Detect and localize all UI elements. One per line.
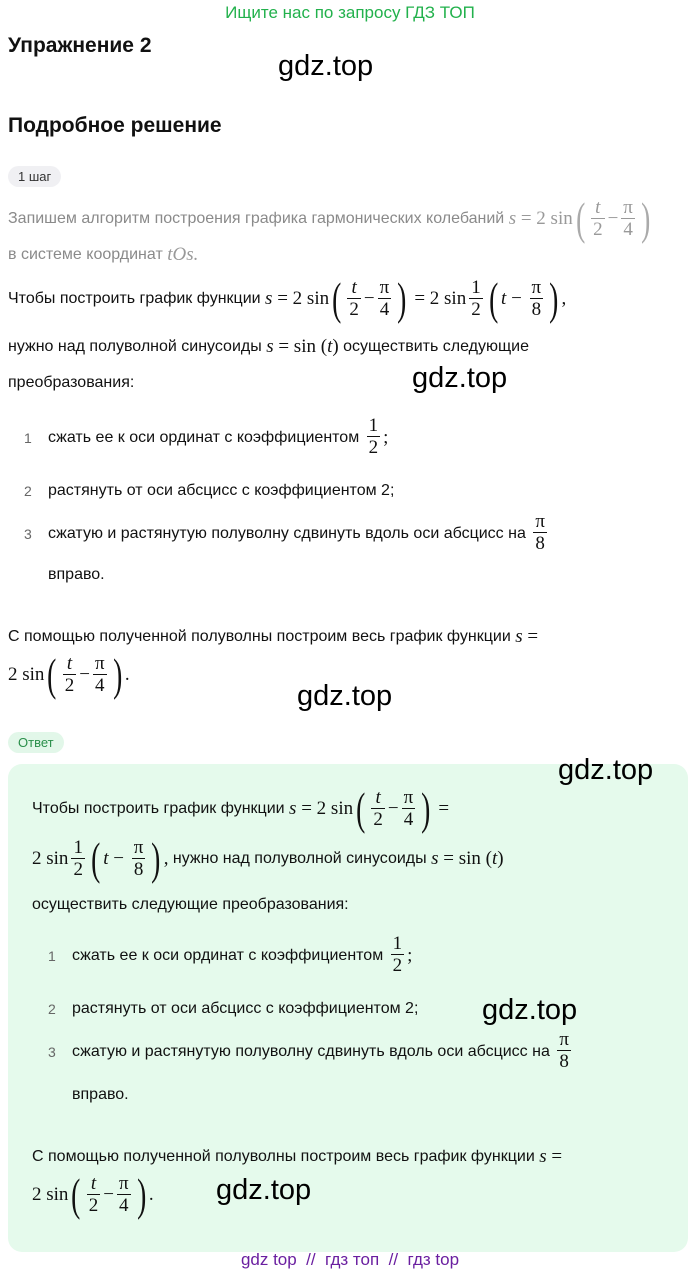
- answer-p1-line2: 2 sin $\frac{1}{2}$ ( t − $\frac{\pi}{8}$ ) , нужно над полуволной синусоиды s = sin ( t ): [32, 833, 504, 884]
- fraction-pi-4: $\frac{\pi}{4}$: [403, 786, 414, 830]
- list-item-text: сжатую и растянутую полуволну сдвинуть вдоль оси абсцисс на: [48, 524, 526, 542]
- list-index: 1: [48, 947, 56, 964]
- step-p2-formula: 2 sin ( $\frac{t}{2}$ − $\frac{\pi}{4}$ ) .: [8, 649, 130, 700]
- fraction-1-2: $\frac{1}{2}$: [471, 276, 481, 320]
- watermark: gdz.top: [558, 754, 654, 786]
- step-intro: Запишем алгоритм построения графика гармонических колебаний s = 2 sin ( $\frac{t}{2}$ − $\frac{\pi}{4}$ ): [8, 193, 651, 244]
- step-p1-a: Чтобы построить график функции: [8, 290, 261, 307]
- list-item: [48, 1030, 574, 1073]
- watermark: gdz.top: [297, 680, 393, 712]
- step-p1-line1: Чтобы построить график функции s = 2 sin ( $\frac{t}{2}$ − $\frac{\pi}{4}$ ) = 2 sin $\frac{1}{2}$ ( t − $\frac{\pi}{8}$ ) ,: [8, 273, 567, 324]
- step-intro-cont: [8, 244, 198, 266]
- fraction-pi-4: $\frac{\pi}{4}$: [94, 652, 105, 696]
- watermark: gdz.top: [216, 1174, 312, 1206]
- fraction-pi-4: $\frac{\pi}{4}$: [118, 1172, 129, 1216]
- answer-p2-formula: 2 sin ( $\frac{t}{2}$ − $\frac{\pi}{4}$ ) .: [32, 1169, 154, 1220]
- list-item: [24, 480, 394, 502]
- fraction-1-2: $\frac{1}{2}$: [368, 415, 379, 458]
- step-badge: 1 шаг: [8, 166, 61, 187]
- fraction-t-2: $\frac{t}{2}$: [88, 1172, 99, 1216]
- footer-links[interactable]: gdz top // гдз топ // гдз top: [240, 1250, 460, 1269]
- answer-badge: Ответ: [8, 732, 64, 753]
- fraction-t-2: $\frac{t}{2}$: [593, 196, 603, 240]
- step-p1-c: осуществить следующие: [343, 338, 529, 355]
- fraction-pi-4: $\frac{\pi}{4}$: [379, 276, 390, 320]
- answer-p1-a: Чтобы построить график функции: [32, 800, 285, 817]
- fraction-pi-8: $\frac{\pi}{8}$: [535, 511, 545, 554]
- fraction-pi-8: $\frac{\pi}{8}$: [531, 276, 542, 320]
- fraction-pi-8: $\frac{\pi}{8}$: [559, 1029, 569, 1072]
- step-intro-cont-text: в системе координат: [8, 246, 163, 263]
- list-item: 1 сжать ее к оси ординат с коэффициентом $\frac{1}{2}$ ;: [48, 933, 413, 976]
- list-item: [48, 998, 418, 1020]
- answer-p1-c: осуществить следующие преобразования:: [32, 896, 349, 913]
- list-index: 2: [24, 483, 32, 499]
- list-item-text: сжатую и растянутую полуволну сдвинуть вдоль оси абсцисс на: [72, 1042, 550, 1060]
- list-index: 3: [24, 525, 32, 542]
- fraction-1-2: $\frac{1}{2}$: [73, 836, 83, 880]
- formula-s: s: [508, 208, 517, 229]
- fraction-t-2: $\frac{t}{2}$: [373, 786, 383, 830]
- list-index: 2: [48, 1001, 56, 1017]
- answer-p1-b: нужно над полуволной синусоиды: [172, 850, 427, 867]
- fraction-1-2: $\frac{1}{2}$: [392, 933, 403, 976]
- answer-p1-line1: Чтобы построить график функции s = 2 sin ( $\frac{t}{2}$ − $\frac{\pi}{4}$ ) =: [32, 783, 450, 834]
- step-p2-text: С помощью полученной полуволны построим весь график функции: [8, 628, 511, 645]
- step-p2: С помощью полученной полуволны построим весь график функции s =: [8, 626, 539, 647]
- fraction-t-2: $\frac{t}{2}$: [64, 652, 75, 696]
- list-item: 1 сжать ее к оси ординат с коэффициентом $\frac{1}{2}$ ;: [24, 415, 389, 458]
- answer-p2: С помощью полученной полуволны построим весь график функции s =: [32, 1146, 563, 1167]
- list-item-text: сжать ее к оси ординат с коэффициентом: [72, 946, 384, 964]
- step-p1-line2: нужно над полуволной синусоиды s = sin ( t ) осуществить следующие: [8, 336, 529, 357]
- step-p1-b: нужно над полуволной синусоиды: [8, 338, 262, 355]
- list-index: 1: [24, 429, 32, 446]
- list-index: 3: [48, 1043, 56, 1060]
- section-title: Подробное решение: [8, 114, 222, 137]
- fraction-t-2: $\frac{t}{2}$: [349, 276, 359, 320]
- fraction-pi-8: $\frac{\pi}{8}$: [133, 836, 144, 880]
- watermark: gdz.top: [482, 994, 578, 1026]
- coords-label: tOs.: [167, 244, 199, 265]
- exercise-title: Упражнение 2: [8, 34, 152, 57]
- list-item: [24, 512, 550, 555]
- search-banner[interactable]: Ищите нас по запросу ГДЗ ТОП: [225, 3, 475, 22]
- answer-p2-text: С помощью полученной полуволны построим весь график функции: [32, 1148, 535, 1165]
- step-intro-text: Запишем алгоритм построения графика гармонических колебаний: [8, 210, 505, 227]
- list-item-cont: вправо.: [48, 566, 105, 583]
- watermark: gdz.top: [412, 362, 508, 394]
- list-item-cont: вправо.: [72, 1086, 129, 1103]
- fraction-pi-4: $\frac{\pi}{4}$: [623, 196, 633, 240]
- list-item-text: сжать ее к оси ординат с коэффициентом: [48, 428, 360, 446]
- list-item-text: растянуть от оси абсцисс с коэффициентом 2;: [72, 1000, 419, 1017]
- watermark: gdz.top: [278, 50, 374, 82]
- step-p1-d: преобразования:: [8, 374, 135, 391]
- list-item-text: растянуть от оси абсцисс с коэффициентом 2;: [48, 482, 395, 499]
